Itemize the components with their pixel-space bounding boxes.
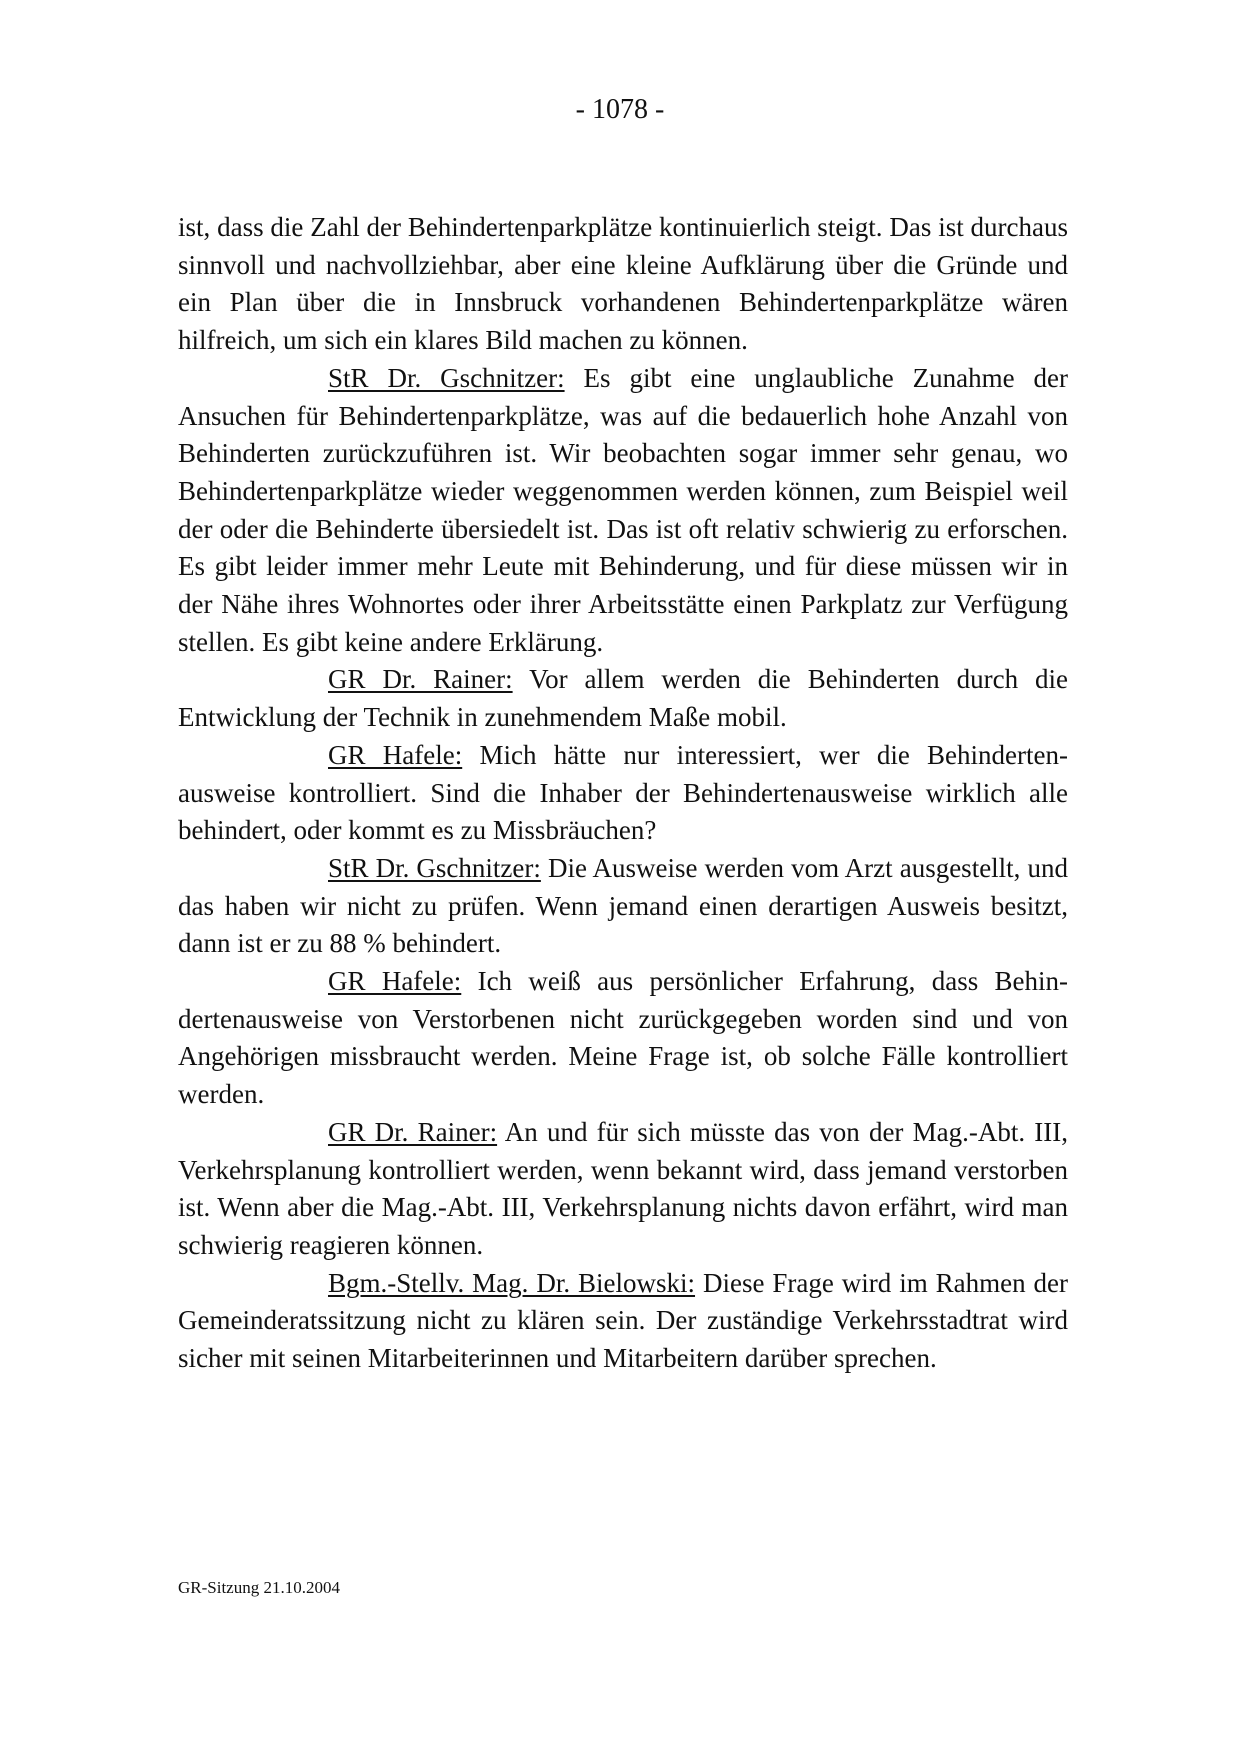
document-body: [178, 209, 1068, 1378]
speech-paragraph: [178, 850, 1068, 963]
page-footer: GR-Sitzung 21.10.2004: [178, 1578, 340, 1597]
speech-text: Ich weiß aus persönlicher Erfahrung, dass Behindertenausweise von Verstorbenen nicht zurückgegeben worden sind und von Angehörigen missbraucht werden. Meine Frage ist, ob solche Fälle kontrolliert werden.: [178, 966, 1069, 1110]
speech-text: An und für sich müsste das von der Mag.-Abt. III, Verkehrsplanung kontrolliert werden, wenn bekannt wird, dass jemand verstorben ist. Wenn aber die Mag.-Abt. III, Verkehrsplanung nichts davon erfährt, wird man schwierig reagieren können.: [178, 1116, 1068, 1260]
speaker-name: StR Dr. Gschnitzer:: [328, 852, 541, 883]
speech-paragraph: [178, 963, 1068, 1114]
paragraph-continuation: [178, 209, 1068, 360]
speaker-name: GR Dr. Rainer:: [328, 664, 513, 695]
speech-text: Vor allem werden die Behinderten durch die Entwicklung der Technik in zunehmendem Maße mobil.: [178, 664, 1069, 733]
speech-text: Die Ausweise werden vom Arzt ausgestellt, und das haben wir nicht zu prüfen. Wenn jemand einen derartigen Ausweis besitzt, dann ist er zu 88 % behindert.: [178, 852, 1069, 959]
speaker-name: Bgm.-Stellv. Mag. Dr. Bielowski:: [328, 1267, 696, 1298]
paragraph-text: ist, dass die Zahl der Behindertenparkplätze kontinuierlich steigt. Das ist durchaus sinnvoll und nachvollziehbar, aber eine kleine Aufklärung über die Gründe und ein Plan über die in Innsbruck vorhandenen Behindertenparkplätze wären hilfreich, um sich ein klares Bild machen zu können.: [178, 212, 1068, 356]
speech-text: Mich hätte nur interessiert, wer die Behindertenausweise kontrolliert. Sind die Inhaber der Behindertenausweise wirklich alle behindert, oder kommt es zu Missbräuchen?: [178, 739, 1069, 846]
speech-paragraph: [178, 1265, 1068, 1378]
page-number: - 1078 -: [575, 94, 665, 125]
speaker-name: GR Hafele:: [328, 739, 463, 770]
speaker-name: StR Dr. Gschnitzer:: [328, 362, 565, 393]
speech-paragraph: [178, 360, 1068, 662]
speech-paragraph: [178, 737, 1068, 850]
speech-paragraph: [178, 661, 1068, 736]
speech-paragraph: [178, 1114, 1068, 1265]
speaker-name: GR Dr. Rainer:: [328, 1116, 498, 1147]
speech-text: Diese Frage wird im Rahmen der Gemeinderatssitzung nicht zu klären sein. Der zuständige Verkehrsstadtrat wird sicher mit seinen Mitarbeiterinnen und Mitarbeitern darüber sprechen.: [178, 1267, 1069, 1374]
speech-text: Es gibt eine unglaubliche Zunahme der Ansuchen für Behindertenparkplätze, was auf die bedauerlich hohe Anzahl von Behinderten zurückzuführen ist. Wir beobachten sogar immer sehr genau, wo Behindertenparkplätze wieder weggenommen werden können, zum Beispiel weil der oder die Behinderte übersiedelt ist. Das ist oft relativ schwierig zu erforschen. Es gibt leider immer mehr Leute mit Behinderung, und für diese müssen wir in der Nähe ihres Wohnortes oder ihrer Arbeitsstätte einen Parkplatz zur Verfügung stellen. Es gibt keine andere Erklärung.: [178, 362, 1068, 657]
speaker-name: GR Hafele:: [328, 966, 462, 997]
